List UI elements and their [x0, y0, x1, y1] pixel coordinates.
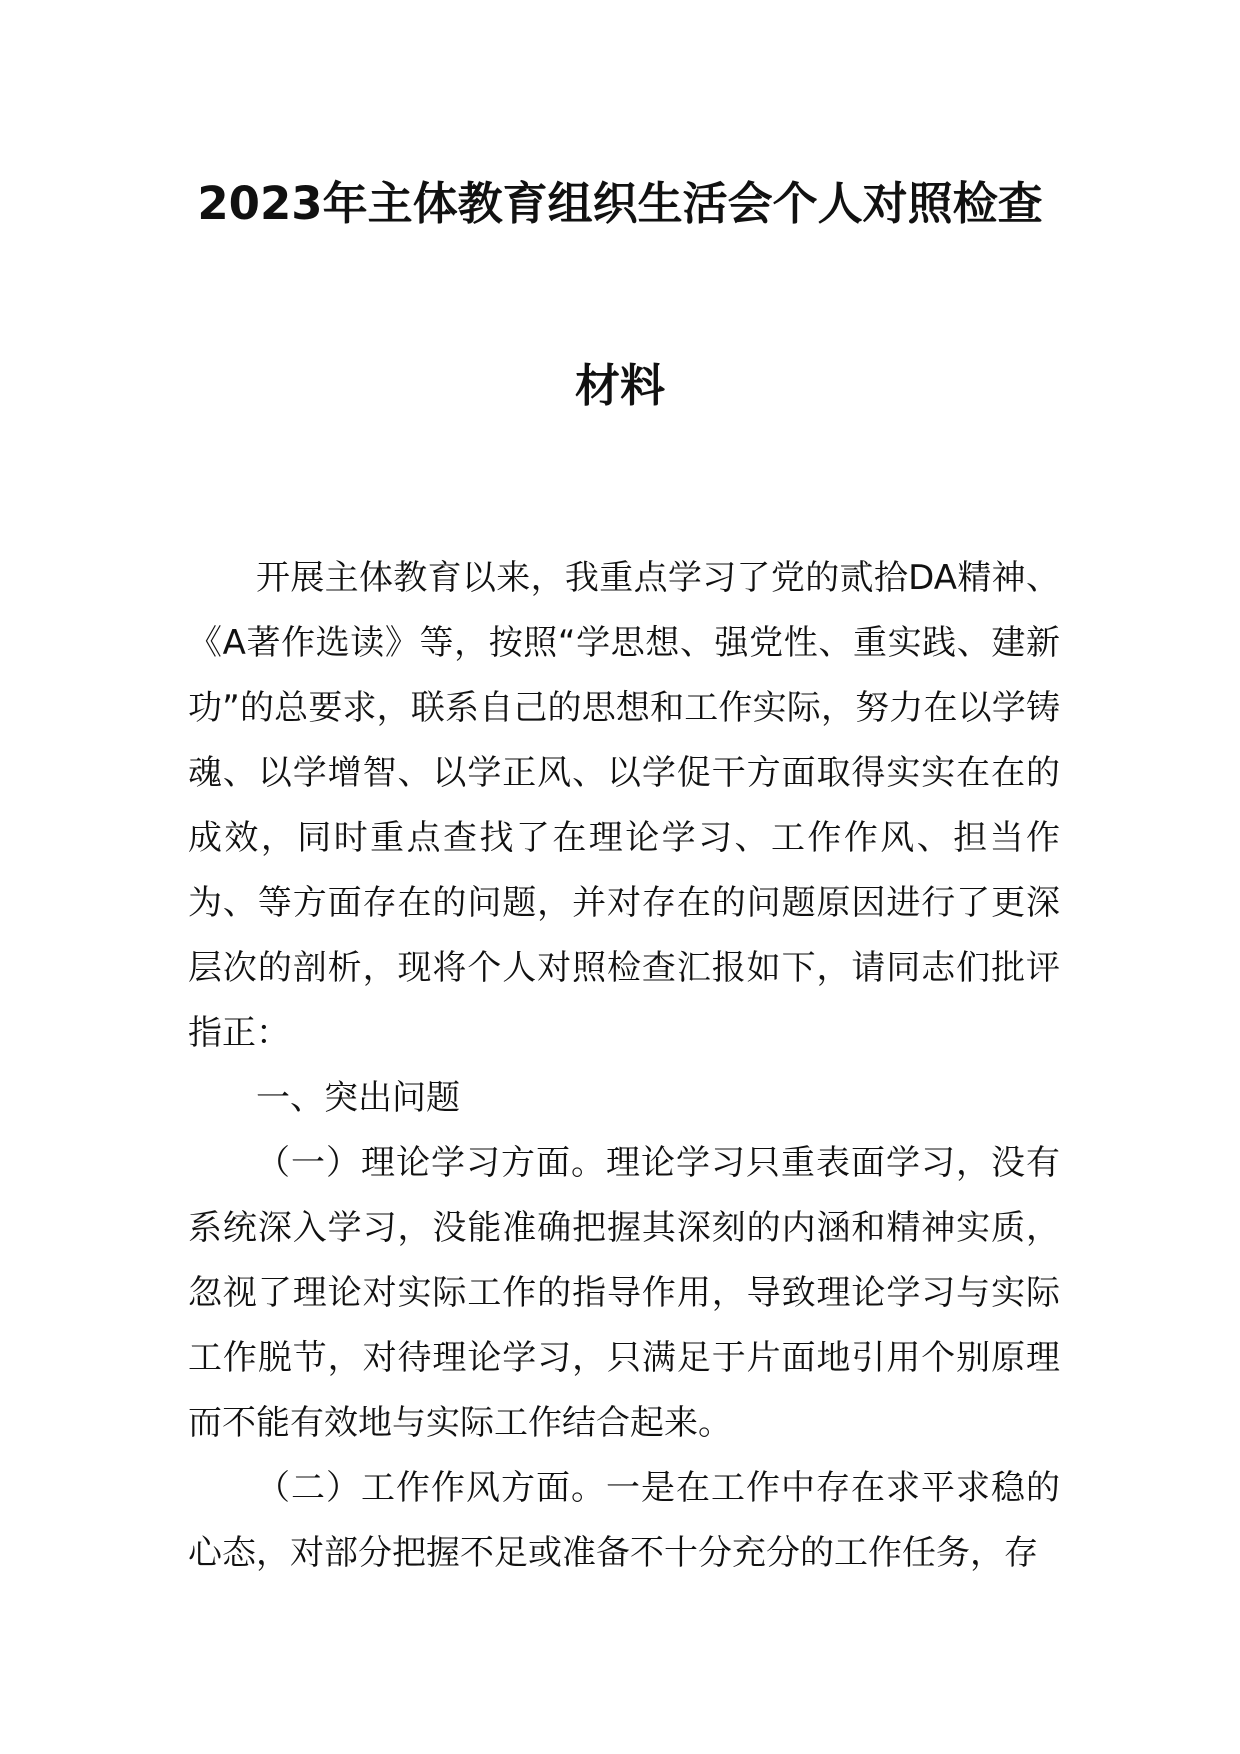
intro-paragraph: 开展主体教育以来，我重点学习了党的贰拾DA精神、《A著作选读》等，按照“学思想、强党性、重实践、建新功”的总要求，联系自己的思想和工作实际，努力在以学铸魂、以学增智、以学正风、以学促干方面取得实实在在的成效，同时重点查找了在理论学习、工作作风、担当作为、等方面存在的问题，并对存在的问题原因进行了更深层次的剖析，现将个人对照检查汇报如下，请同志们批评指正：	[188, 558, 1060, 1053]
paragraph-theory-study: （一）理论学习方面。理论学习只重表面学习，没有系统深入学习，没能准确把握其深刻的内涵和精神实质，忽视了理论对实际工作的指导作用，导致理论学习与实际工作脱节，对待理论学习，只满足于片面地引用个别原理而不能有效地与实际工作结合起来。	[188, 1143, 1060, 1443]
document-title-line-1: 2023年主体教育组织生活会个人对照检查	[197, 177, 1043, 230]
section-heading-problems: 一、突出问题	[256, 1078, 460, 1118]
document-title-line-2: 材料	[574, 359, 665, 412]
paragraph-work-style: （二）工作作风方面。一是在工作中存在求平求稳的心态，对部分把握不足或准备不十分充分的工作任务，存	[188, 1468, 1060, 1573]
